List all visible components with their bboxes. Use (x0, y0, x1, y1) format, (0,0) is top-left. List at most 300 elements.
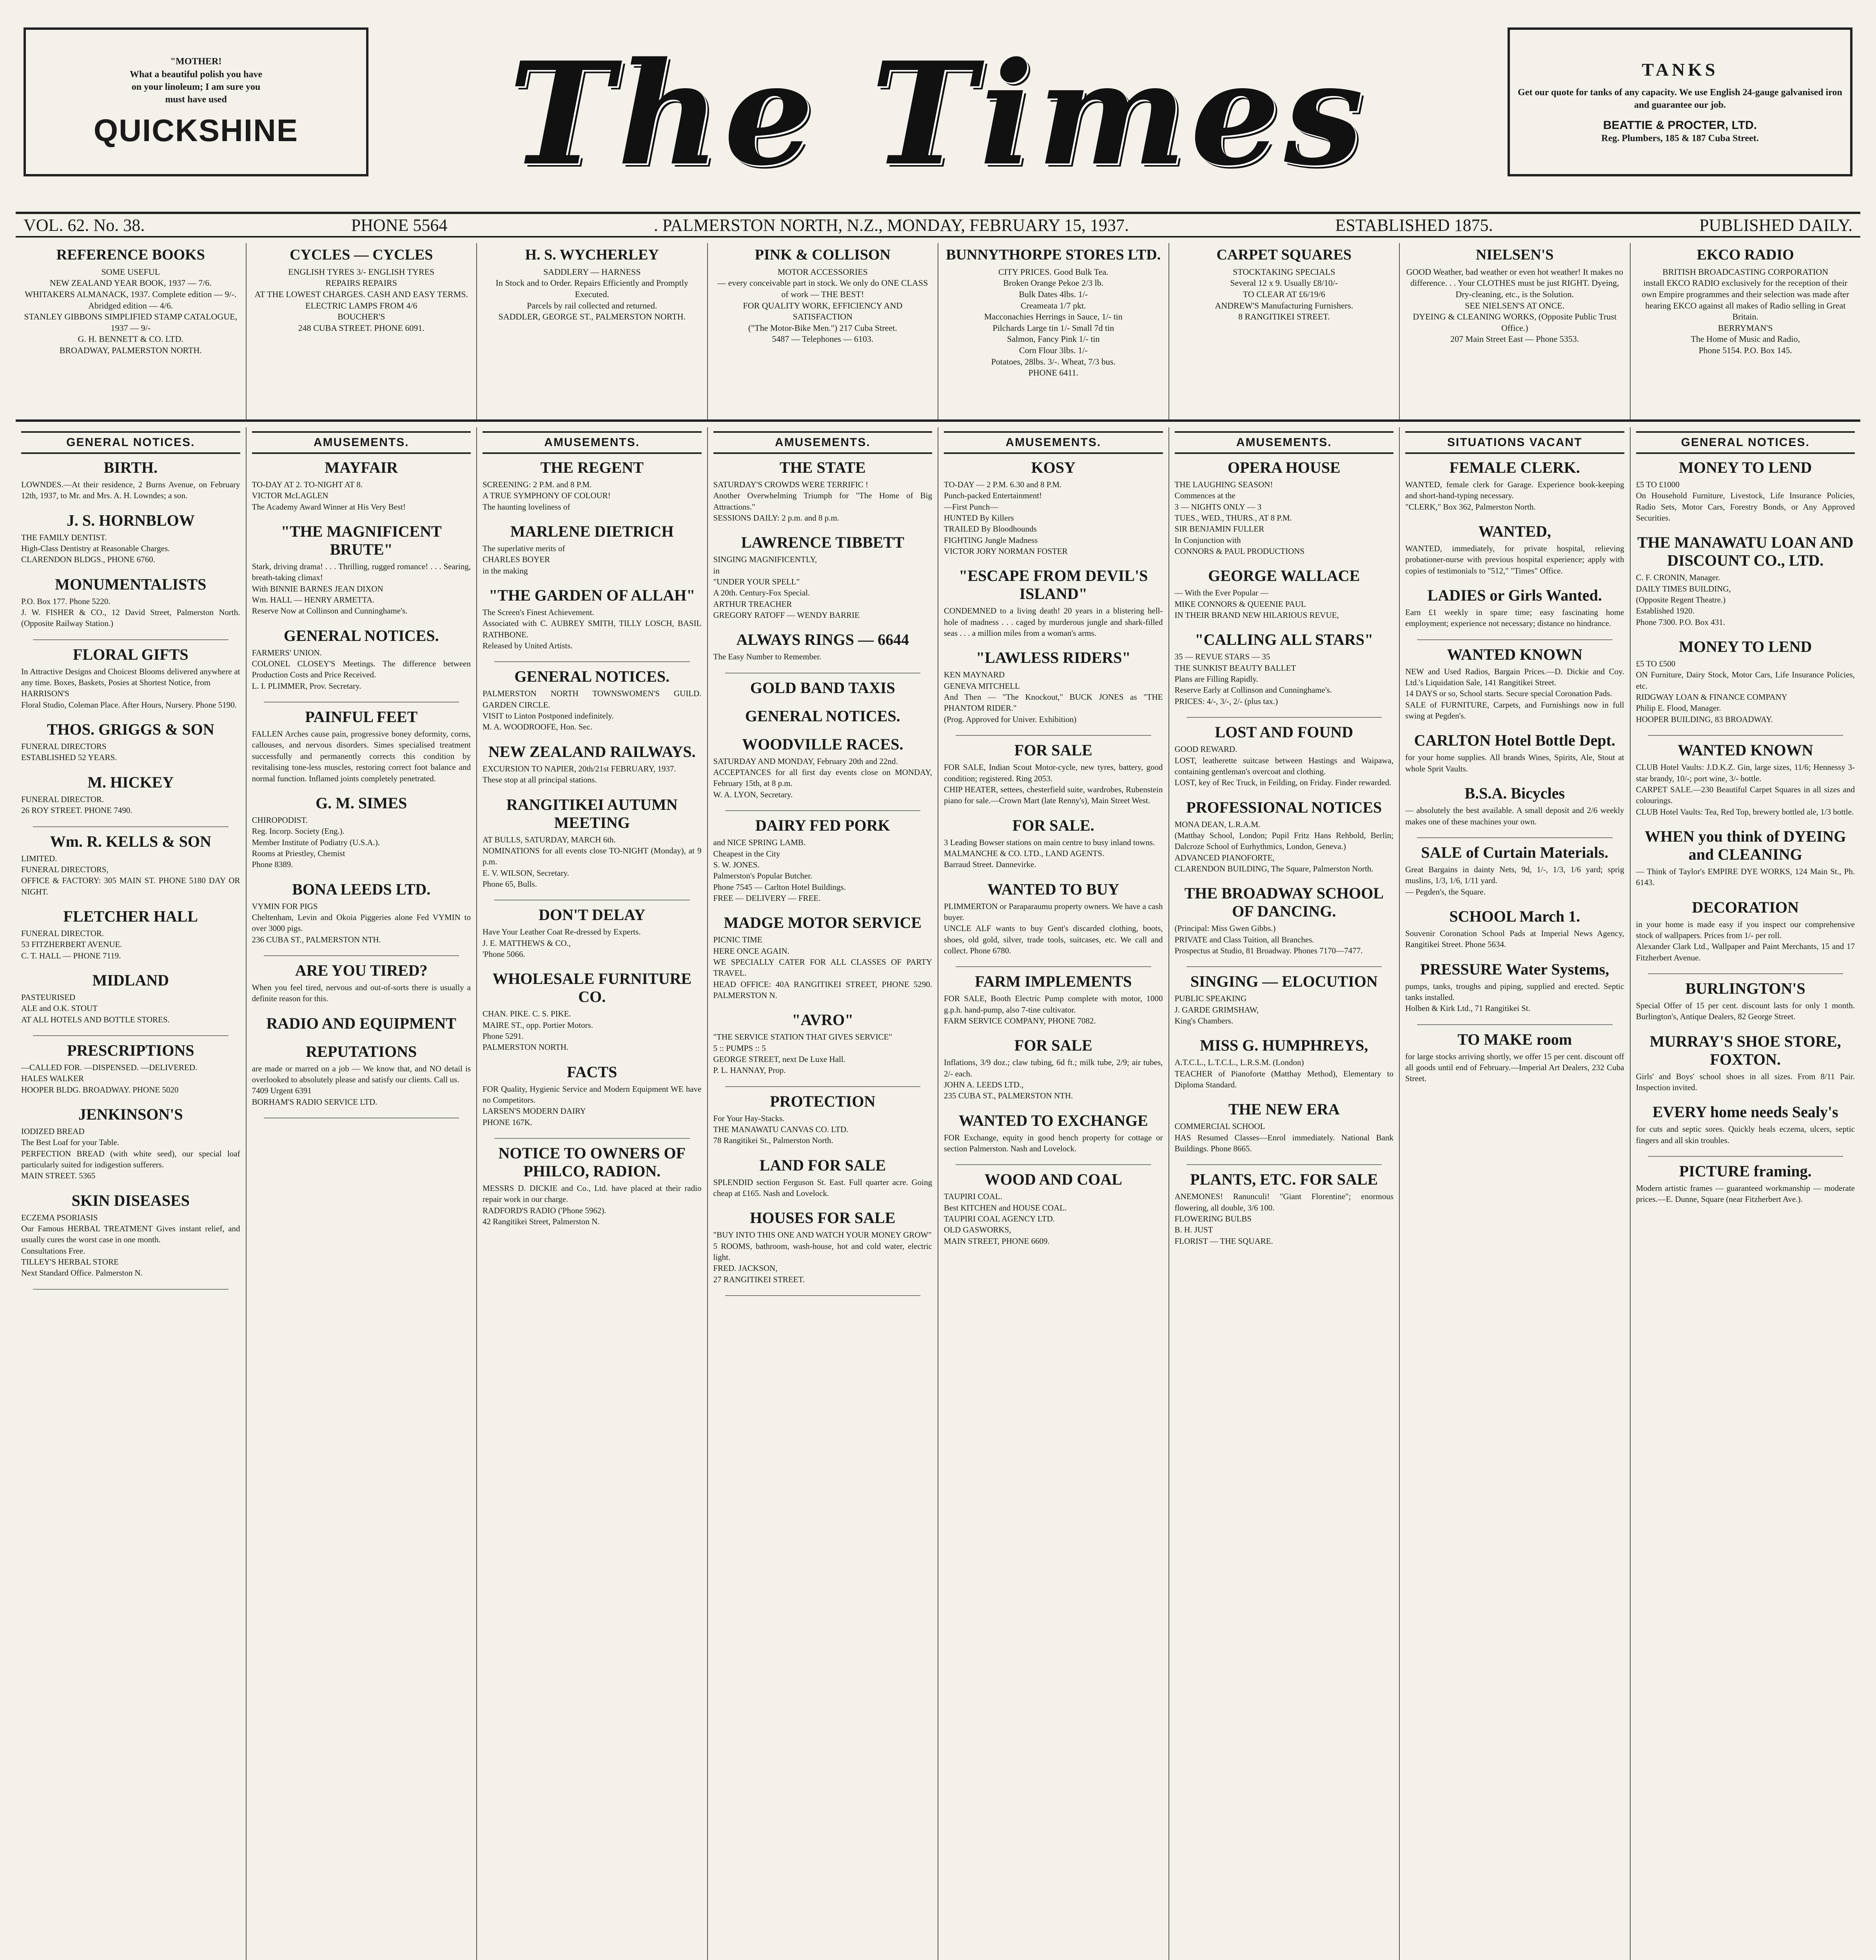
divider-rule (33, 1289, 229, 1290)
notice-item (1405, 1031, 1624, 1084)
notice-heading: PROTECTION (770, 1092, 876, 1110)
notice-item (1636, 741, 1855, 817)
notice-item (252, 459, 471, 512)
notice-heading: EVERY home needs Sealy's (1652, 1103, 1838, 1121)
notice-heading: "AVRO" (792, 1011, 854, 1029)
ear-line: "MOTHER! (170, 56, 222, 67)
column (1631, 427, 1861, 1960)
divider-rule (264, 955, 459, 956)
phone-number: PHONE 5564 (351, 215, 448, 235)
top-ad-body: GOOD Weather, bad weather or even hot weather! It makes no difference. . . Your CLOTHES must be just RIGHT. Dyeing, Dry-cleaning, etc., is the Solution. SEE NIELSEN'S AT ONCE. DYEING & CLEANING WORKS, (Opposite Public Trust Office.) 207 Main Street East — Phone 5353. (1406, 267, 1623, 344)
notice-item (1405, 784, 1624, 827)
top-ad-head: H. S. WYCHERLEY (525, 247, 659, 263)
notice-body: FOR SALE, Indian Scout Motor-cycle, new tyres, battery, good condition; registered. Ring 2053. CHIP HEATER, settees, chesterfield suite, wardrobes, Rubenstein piano for sale.—Crown Mart (late Renny's), Main Street West. (944, 762, 1163, 806)
top-ad (938, 243, 1169, 419)
section-heading: SITUATIONS VACANT (1405, 431, 1624, 454)
notice-body: Modern artistic frames — guaranteed workmanship — moderate prices.—E. Dunne, Square (near Fitzherbert Ave.). (1636, 1183, 1855, 1204)
notice-item (713, 914, 933, 1001)
notice-body: MESSRS D. DICKIE and Co., Ltd. have placed at their radio repair work in our charge. RADFORD'S RADIO ('Phone 5962). 42 Rangitikei Street, Palmerston N. (483, 1183, 702, 1227)
notice-heading: GENERAL NOTICES. (745, 707, 900, 725)
notice-item (483, 668, 702, 732)
notice-item (713, 679, 933, 697)
notice-heading: SKIN DISEASES (71, 1191, 190, 1209)
notice-body: Souvenir Coronation School Pads at Imperial News Agency, Rangitikei Street. Phone 5634. (1405, 928, 1624, 949)
notice-item (1175, 459, 1394, 557)
notice-body: for your home supplies. All brands Wines, Spirits, Ale, Stout at whole Sprit Vaults. (1405, 753, 1624, 773)
divider-rule (956, 1164, 1151, 1165)
notice-body: FUNERAL DIRECTOR. 53 FITZHERBERT AVENUE. C. T. HALL — PHONE 7119. (21, 928, 122, 960)
notice-heading: GENERAL NOTICES. (283, 626, 439, 644)
notice-item (1405, 960, 1624, 1014)
notice-heading: FACTS (567, 1063, 617, 1081)
notice-body: FOR Exchange, equity in good bench property for cottage or section Palmerston. Nash and Lovelock. (944, 1132, 1163, 1154)
notice-heading: PRESCRIPTIONS (67, 1041, 194, 1059)
notice-heading: WANTED KNOWN (1677, 741, 1813, 759)
divider-rule (1417, 639, 1613, 640)
notice-heading: FARM IMPLEMENTS (975, 973, 1132, 991)
notice-heading: WANTED TO EXCHANGE (958, 1111, 1148, 1129)
ear-line: must have used (165, 94, 227, 105)
notice-heading: J. S. HORNBLOW (66, 511, 195, 529)
notice-item (713, 735, 933, 800)
notice-body: SATURDAY AND MONDAY, February 20th and 22nd. ACCEPTANCES for all first day events close on MONDAY, February 15th, at 8 p.m. W. A. LYON, Secretary. (713, 756, 932, 799)
top-ad-head: EKCO RADIO (1696, 247, 1794, 263)
divider-rule (33, 639, 229, 640)
divider-rule (956, 966, 1151, 967)
notice-item (1636, 898, 1855, 963)
notice-item (1175, 631, 1394, 707)
notice-heading: LADIES or Girls Wanted. (1427, 586, 1602, 604)
notice-heading: LOST AND FOUND (1215, 723, 1353, 741)
notice-body: £5 TO £500 ON Furniture, Dairy Stock, Motor Cars, Life Insurance Policies, etc. RIDGWAY LOAN & FINANCE COMPANY Philip E. Flood, Manager. HOOPER BUILDING, 83 BROADWAY. (1636, 659, 1855, 724)
notice-body: EXCURSION TO NAPIER, 20th/21st FEBRUARY, 1937. These stop at all principal stations. (483, 764, 676, 785)
notice-body: Inflations, 3/9 doz.; claw tubing, 6d ft.; milk tube, 2/9; air tubes, 2/- each. JOHN A. LEEDS LTD., 235 CUBA ST., PALMERSTON NTH. (944, 1058, 1163, 1101)
notice-item (483, 906, 702, 960)
notice-item (1405, 646, 1624, 722)
notice-body: — absolutely the best available. A small deposit and 2/6 weekly makes one of these machines your own. (1405, 806, 1624, 826)
notice-body: in your home is made easy if you inspect our comprehensive stock of wallpapers. Prices from 1/- per roll. Alexander Clark Ltd., Wallpaper and Paint Merchants, 15 and 17 Fitzherbert Avenue. (1636, 919, 1855, 962)
notice-heading: FEMALE CLERK. (1449, 459, 1580, 476)
notice-item (483, 743, 702, 786)
notice-body: for large stocks arriving shortly, we offer 15 per cent. discount off all goods until end of February.—Imperial Art Dealers, 232 Cuba Street. (1405, 1051, 1624, 1083)
notice-item (713, 817, 933, 904)
divider-rule (33, 1035, 229, 1036)
ear-brand: QUICKSHINE (93, 113, 299, 148)
notice-item (252, 627, 471, 691)
notice-heading: FOR SALE (1014, 1036, 1092, 1054)
top-ad-head: BUNNYTHORPE STORES LTD. (946, 247, 1161, 263)
notice-heading: DON'T DELAY (539, 906, 646, 924)
notice-item (21, 1042, 240, 1095)
notice-item (1636, 1103, 1855, 1146)
notice-body: for cuts and septic sores. Quickly heals eczema, ulcers, septic fingers and all skin troubles. (1636, 1124, 1855, 1145)
notice-heading: LAND FOR SALE (759, 1156, 886, 1174)
notice-heading: DAIRY FED PORK (755, 817, 890, 835)
notice-body: FALLEN Arches cause pain, progressive boney deformity, corns, callouses, and nervous disorders. Simes specialised treatment successfully and permanently corrects this condition by revitalising tone-less muscles, restoring correct foot balance and normal function. Inflamed joints completely penetrated. (252, 729, 471, 783)
top-ad-head: CYCLES — CYCLES (290, 247, 433, 263)
top-ad-body: ENGLISH TYRES 3/- ENGLISH TYRES REPAIRS REPAIRS AT THE LOWEST CHARGES. CASH AND EASY TERMS. ELECTRIC LAMPS FROM 4/6 BOUCHER'S 248 CUBA STREET. PHONE 6091. (254, 267, 468, 333)
notice-item (1405, 523, 1624, 576)
notice-body: AT BULLS, SATURDAY, MARCH 6th. NOMINATIONS for all events close TO-NIGHT (Monday), at 9 p.m. E. V. WILSON, Secretary. Phone 65, Bulls. (483, 835, 702, 889)
notice-heading: THOS. GRIGGS & SON (47, 720, 214, 739)
top-ad-body: MOTOR ACCESSORIES — every conceivable part in stock. We only do ONE CLASS of work — THE BEST! FOR QUALITY WORK, EFFICIENCY AND SATISFACTION ("The Motor-Bike Men.") 217 Cuba Street. 5487 — Telephones — 6103. (717, 267, 928, 344)
notice-heading: FLORAL GIFTS (73, 645, 189, 663)
top-ad-head: REFERENCE BOOKS (56, 247, 205, 263)
top-ad-body: BRITISH BROADCASTING CORPORATION install EKCO RADIO exclusively for the reception of their own Empire programmes and their selection was made after hearing EKCO against all makes of Radio selling in Great Britain. BERRYMAN'S The Home of Music and Radio, Phone 5154. P.O. Box 145. (1642, 267, 1849, 355)
notice-body: WANTED, female clerk for Garage. Experience book-keeping and short-hand-typing necessary. "CLERK," Box 362, Palmerston North. (1405, 480, 1624, 512)
notice-body: THE LAUGHING SEASON! Commences at the 3 — NIGHTS ONLY — 3 TUES., WED., THURS., AT 8 P.M. SIR BENJAMIN FULLER In Conjunction with CONNORS & PAUL PRODUCTIONS (1174, 480, 1305, 556)
notice-body: A.T.C.L., L.T.C.L., L.R.S.M. (London) TEACHER of Pianoforte (Matthay Method), Elementary to Diploma Standard. (1174, 1058, 1393, 1089)
section-heading: GENERAL NOTICES. (21, 431, 240, 454)
divider-rule (1187, 717, 1382, 718)
notice-body: "BUY INTO THIS ONE AND WATCH YOUR MONEY GROW" 5 ROOMS, bathroom, wash-house, hot and cold water, electric light. FRED. JACKSON, 27 RANGITIKEI STREET. (713, 1230, 932, 1284)
notice-heading: PICTURE framing. (1679, 1162, 1812, 1180)
notice-body: When you feel tired, nervous and out-of-sorts there is usually a definite reason for this. (252, 982, 471, 1004)
notice-heading: CARLTON Hotel Bottle Dept. (1414, 731, 1615, 750)
notice-item (1636, 1033, 1855, 1093)
notice-heading: MIDLAND (92, 971, 169, 989)
notice-item (252, 962, 471, 1004)
notice-item (1175, 1100, 1394, 1154)
notice-body: GOOD REWARD. LOST, leatherette suitcase between Hastings and Waipawa, containing gentleman's overcoat and clothing. LOST, key of Rec Truck, in Feilding, on Friday. Finder rewarded. (1174, 744, 1393, 788)
notice-item (483, 796, 702, 890)
notice-body: VYMIN FOR PIGS Cheltenham, Levin and Okoia Piggeries alone Fed VYMIN to over 3000 pigs. 236 CUBA ST., PALMERSTON NTH. (252, 901, 471, 944)
notice-item (21, 907, 240, 961)
notice-body: (Principal: Miss Gwen Gibbs.) PRIVATE and Class Tuition, all Branches. Prospectus at Studio, 81 Broadway. Phones 7170—7477. (1174, 924, 1363, 955)
top-ad-body: STOCKTAKING SPECIALS Several 12 x 9. Usually £8/10/- TO CLEAR AT £6/19/6 ANDREW'S Manufacturing Furnishers. 8 RANGITIKEI STREET. (1215, 267, 1353, 322)
notice-body: CONDEMNED to a living death! 20 years in a blistering hell-hole of madness . . . caged by murderous jungle and shark-filled seas . . . a million miles from a woman's arms. (944, 606, 1163, 638)
top-ad-head: PINK & COLLISON (755, 247, 891, 263)
notice-heading: WANTED, (1478, 523, 1551, 541)
notice-body: SATURDAY'S CROWDS WERE TERRIFIC ! Another Overwhelming Triumph for "The Home of Big Attractions." SESSIONS DAILY: 2 p.m. and 8 p.m. (713, 480, 932, 523)
notice-heading: MISS G. HUMPHREYS, (1200, 1036, 1368, 1054)
notice-item (713, 459, 933, 523)
notice-item (1405, 586, 1624, 629)
notice-body: Have Your Leather Coat Re-dressed by Experts. J. E. MATTHEWS & CO., 'Phone 5066. (483, 927, 641, 959)
notice-heading: WHEN you think of DYEING and CLEANING (1645, 827, 1846, 863)
place-date: . PALMERSTON NORTH, N.Z., MONDAY, FEBRUARY 15, 1937. (653, 215, 1129, 235)
notice-body: LOWNDES.—At their residence, 2 Burns Avenue, on February 12th, 1937, to Mr. and Mrs. A. H. Lowndes; a son. (21, 480, 240, 501)
top-ad (477, 243, 708, 419)
notice-body: Earn £1 weekly in spare time; easy fascinating home employment; experience not necessary; distance no hindrance. (1405, 608, 1624, 628)
notice-heading: TO MAKE room (1457, 1030, 1572, 1048)
notice-item (1175, 1036, 1394, 1090)
ear-line: on your linoleum; I am sure you (131, 82, 261, 92)
notice-body: The Easy Number to Remember. (713, 652, 822, 662)
notice-item (944, 880, 1163, 956)
notice-body: TAUPIRI COAL. Best KITCHEN and HOUSE COAL. TAUPIRI COAL AGENCY LTD. OLD GASWORKS, MAIN STREET, PHONE 6609. (944, 1192, 1067, 1246)
notice-item (252, 1043, 471, 1107)
notice-item (21, 1105, 240, 1181)
notice-heading: WHOLESALE FURNITURE CO. (492, 970, 692, 1006)
notice-body: The Screen's Finest Achievement. Associated with C. AUBREY SMITH, TILLY LOSCH, BASIL RATHBONE. Released by United Artists. (483, 608, 702, 651)
top-ad (1631, 243, 1861, 419)
divider-rule (725, 1086, 921, 1087)
ear-title: TANKS (1642, 59, 1718, 80)
column (938, 427, 1169, 1960)
notice-body: PUBLIC SPEAKING J. GARDE GRIMSHAW, King's Chambers. (1174, 994, 1259, 1025)
divider-rule (1187, 966, 1382, 967)
ear-body: Get our quote for tanks of any capacity. We use English 24-gauge galvanised iron and guarantee our job. (1518, 87, 1842, 111)
notice-heading: RADIO AND EQUIPMENT (266, 1014, 456, 1032)
section-heading: GENERAL NOTICES. (1636, 431, 1855, 454)
notice-heading: G. M. SIMES (316, 794, 407, 812)
notice-heading: BONA LEEDS LTD. (292, 880, 431, 898)
notice-heading: THE REGENT (540, 459, 644, 476)
divider-rule (494, 1138, 690, 1139)
dateline (16, 212, 1860, 238)
notice-item (1636, 638, 1855, 725)
notice-body: C. F. CRONIN, Manager. DAILY TIMES BUILDING, (Opposite Regent Theatre.) Established 1920. Phone 7300. P.O. Box 431. (1636, 573, 1731, 627)
notice-item (713, 1011, 933, 1076)
notice-body: WANTED, immediately, for private hospital, relieving probationer-nurse with previous hospital experience; apply with copies of testimonials to "512," "Times" Office. (1405, 544, 1624, 575)
notice-heading: SCHOOL March 1. (1449, 907, 1580, 925)
notice-heading: BIRTH. (103, 459, 158, 476)
notice-body: PICNIC TIME HERE ONCE AGAIN. WE SPECIALLY CATER FOR ALL CLASSES OF PARTY TRAVEL. HEAD OFFICE: 40A RANGITIKEI STREET, PHONE 5290. PALMERSTON N. (713, 935, 932, 1000)
notice-heading: GEORGE WALLACE (1208, 567, 1360, 585)
divider-rule (1187, 1164, 1382, 1165)
notice-heading: PLANTS, ETC. FOR SALE (1190, 1171, 1378, 1189)
column (16, 427, 247, 1960)
notice-heading: FOR SALE (1014, 741, 1092, 759)
column (477, 427, 708, 1960)
notice-item (944, 817, 1163, 870)
notice-heading: GOLD BAND TAXIS (750, 679, 895, 697)
divider-rule (1648, 973, 1843, 974)
notice-body: Girls' and Boys' school shoes in all sizes. From 8/11 Pair. Inspection invited. (1636, 1071, 1855, 1092)
notice-body: NEW and Used Radios, Bargain Prices.—D. Dickie and Coy. Ltd.'s Liquidation Sale, 141 Rangitikei Street. 14 DAYS or so, School starts. Secure special Coronation Pads. SALE of FURNITURE, Carpets, and Furnishings now in full swing at Pegden's. (1405, 666, 1624, 721)
ear-line: What a beautiful polish you have (129, 69, 263, 80)
notice-heading: REPUTATIONS (306, 1042, 417, 1060)
notice-heading: GENERAL NOTICES. (514, 668, 670, 686)
section-heading: AMUSEMENTS. (483, 431, 702, 454)
notice-item (1175, 973, 1394, 1026)
notice-item (1175, 884, 1394, 956)
column (1169, 427, 1400, 1960)
notice-heading: MARLENE DIETRICH (510, 523, 674, 541)
notice-heading: PROFESSIONAL NOTICES (1186, 798, 1382, 816)
notice-item (252, 1014, 471, 1033)
notice-heading: THE BROADWAY SCHOOL OF DANCING. (1184, 884, 1384, 920)
divider-rule (494, 661, 690, 662)
ear-address: Reg. Plumbers, 185 & 187 Cuba Street. (1601, 133, 1759, 143)
notice-heading: PAINFUL FEET (305, 708, 418, 726)
notice-heading: HOUSES FOR SALE (750, 1209, 896, 1227)
notice-heading: NOTICE TO OWNERS OF PHILCO, RADION. (498, 1144, 686, 1180)
notice-item (1636, 980, 1855, 1022)
notice-heading: THE NEW ERA (1228, 1100, 1340, 1118)
notice-body: SINGING MAGNIFICENTLY, in "UNDER YOUR SPELL" A 20th. Century-Fox Special. ARTHUR TREACHER GREGORY RATOFF — WENDY BARRIE (713, 555, 860, 620)
notice-body: ECZEMA PSORIASIS Our Famous HERBAL TREATMENT Gives instant relief, and usually cures the worst case in one month. Consultations Free. TILLEY'S HERBAL STORE Next Standard Office. Palmerston N. (21, 1212, 240, 1278)
top-ad-head: CARPET SQUARES (1216, 247, 1352, 263)
notice-body: MONA DEAN, L.R.A.M. (Matthay School, London; Pupil Fritz Hans Rehbold, Berlin; Dalcroze School of Eurhythmics, London, Geneva.) ADVANCED PIANOFORTE, CLARENDON BUILDING, The Square, Palmerston North. (1174, 819, 1393, 873)
ear-firm: BEATTIE & PROCTER, LTD. (1603, 118, 1757, 132)
top-ad-body: CITY PRICES. Good Bulk Tea. Broken Orange Pekoe 2/3 lb. Bulk Dates 4lbs. 1/- Creameata 1/7 pkt. Macconachies Herrings in Sauce, 1/- tin Pilchards Large tin 1/- Small 7d tin Salmon, Fancy Pink 1/- tin Corn Flour 3lbs. 1/- Potatoes, 28lbs. 3/-. Wheat, 7/3 bus. PHONE 6411. (984, 267, 1123, 378)
notice-heading: SALE of Curtain Materials. (1421, 843, 1609, 861)
notice-item (1636, 828, 1855, 888)
notice-item (21, 833, 240, 897)
notice-body: 35 — REVUE STARS — 35 THE SUNKIST BEAUTY BALLET Plans are Filling Rapidly. Reserve Early at Collinson and Cunninghame's. PRICES: 4/-, 3/-, 2/- (plus tax.) (1174, 652, 1332, 706)
notice-item (21, 459, 240, 501)
classified-columns (16, 427, 1860, 1960)
masthead-title: The Times (508, 31, 1368, 197)
notice-heading: SINGING — ELOCUTION (1190, 973, 1378, 991)
notice-body: pumps, tanks, troughs and piping, supplied and erected. Septic tanks installed. Holben & Kirk Ltd., 71 Rangitikei St. (1405, 981, 1624, 1013)
notice-item (252, 880, 471, 945)
section-heading: AMUSEMENTS. (1175, 431, 1394, 454)
notice-body: — With the Ever Popular — MIKE CONNORS & QUEENIE PAUL IN THEIR BRAND NEW HILARIOUS REVUE, (1174, 588, 1339, 620)
notice-heading: "THE MAGNIFICENT BRUTE" (281, 523, 442, 559)
notice-body: FARMERS' UNION. COLONEL CLOSEY'S Meetings. The difference between Production Costs and Price Received. L. I. PLIMMER, Prov. Secretary. (252, 648, 471, 691)
notice-heading: Wm. R. KELLS & SON (50, 832, 211, 850)
notice-item (713, 1209, 933, 1285)
notice-item (21, 512, 240, 565)
notice-body: LIMITED. FUNERAL DIRECTORS, OFFICE & FACTORY: 305 MAIN ST. PHONE 5180 DAY OR NIGHT. (21, 853, 240, 897)
notice-body: COMMERCIAL SCHOOL HAS Resumed Classes—Enrol immediately. National Bank Buildings. Phone 8665. (1174, 1122, 1393, 1154)
notice-item (483, 970, 702, 1053)
notice-item (21, 646, 240, 710)
notice-item (713, 707, 933, 725)
notice-body: Special Offer of 15 per cent. discount lasts for only 1 month. Burlington's, Antique Dealers, 82 George Street. (1636, 1000, 1855, 1022)
notice-body: PASTEURISED ALE and O.K. STOUT AT ALL HOTELS AND BOTTLE STORES. (21, 992, 170, 1024)
notice-item (483, 1144, 702, 1227)
section-heading: AMUSEMENTS. (944, 431, 1163, 454)
notice-heading: MONUMENTALISTS (55, 575, 207, 593)
notice-item (483, 459, 702, 512)
notice-item (483, 1063, 702, 1128)
notice-heading: WANTED TO BUY (987, 880, 1119, 898)
volume-number: VOL. 62. No. 38. (24, 215, 145, 235)
top-ad-body: SADDLERY — HARNESS In Stock and to Order. Repairs Efficiently and Promptly Executed. Parcels by rail collected and returned. SADDLER, GEORGE ST., PALMERSTON NORTH. (495, 267, 688, 322)
notice-heading: FOR SALE. (1012, 816, 1094, 834)
notice-item (1175, 723, 1394, 788)
notice-heading: NEW ZEALAND RAILWAYS. (488, 742, 696, 760)
notice-body: — Think of Taylor's EMPIRE DYE WORKS, 124 Main St., Ph. 6143. (1636, 866, 1855, 887)
notice-item (483, 523, 702, 576)
notice-item (944, 741, 1163, 806)
notice-item (944, 649, 1163, 725)
divider-rule (1417, 1024, 1613, 1025)
notice-body: For Your Hay-Stacks. THE MANAWATU CANVAS CO. LTD. 78 Rangitikei St., Palmerston North. (713, 1113, 849, 1145)
notice-body: FUNERAL DIRECTOR. 26 ROY STREET. PHONE 7490. (21, 794, 132, 815)
notice-body: SPLENDID section Ferguson St. East. Full quarter acre. Going cheap at £165. Nash and Lovelock. (713, 1177, 932, 1198)
notice-body: and NICE SPRING LAMB. Cheapest in the City S. W. JONES. Palmerston's Popular Butcher. Phone 7545 — Carlton Hotel Buildings. FREE — DELIVERY — FREE. (713, 838, 846, 903)
divider-rule (1648, 735, 1843, 736)
notice-item (1405, 459, 1624, 512)
notice-body: FOR SALE, Booth Electric Pump complete with motor, 1000 g.p.h. hand-pump, also 7-tine cultivator. FARM SERVICE COMPANY, PHONE 7082. (944, 994, 1163, 1025)
published: PUBLISHED DAILY. (1699, 215, 1852, 235)
notice-item (21, 971, 240, 1025)
notice-heading: M. HICKEY (87, 773, 174, 791)
notice-heading: FLETCHER HALL (63, 907, 198, 925)
notice-item (252, 794, 471, 870)
top-ad (1169, 243, 1400, 419)
notice-heading: OPERA HOUSE (1227, 459, 1341, 476)
notice-body: PLIMMERTON or Paraparaumu property owners. We have a cash buyer. UNCLE ALF wants to buy Gent's discarded clothing, boots, shoes, old gold, silver, trade tools, suitcases, etc. We call and collect. Phone 6780. (944, 901, 1163, 955)
notice-heading: MAYFAIR (325, 459, 398, 476)
divider-rule (725, 810, 921, 811)
notice-heading: B.S.A. Bicycles (1464, 784, 1565, 802)
notice-body: 3 Leading Bowser stations on main centre to busy inland towns. MALMANCHE & CO. LTD., LAND AGENTS. Barraud Street. Dannevirke. (944, 837, 1155, 869)
established: ESTABLISHED 1875. (1335, 215, 1493, 235)
notice-body: "THE SERVICE STATION THAT GIVES SERVICE" 5 :: PUMPS :: 5 GEORGE STREET, next De Luxe Hall. P. L. HANNAY, Prop. (713, 1032, 892, 1075)
notice-body: PALMERSTON NORTH TOWNSWOMEN'S GUILD. GARDEN CIRCLE. VISIT to Linton Postponed indefinitely. M. A. WOODROOFE, Hon. Sec. (483, 689, 702, 732)
section-heading: AMUSEMENTS. (252, 431, 471, 454)
notice-body: SCREENING: 2 P.M. and 8 P.M. A TRUE SYMPHONY OF COLOUR! The haunting loveliness of (483, 480, 611, 512)
notice-body: THE FAMILY DENTIST. High-Class Dentistry at Reasonable Charges. CLARENDON BLDGS., PHONE 6760. (21, 532, 170, 564)
notice-item (944, 1171, 1163, 1247)
notice-item (713, 1093, 933, 1146)
notice-heading: JENKINSON'S (78, 1105, 183, 1123)
notice-item (1636, 459, 1855, 523)
notice-heading: ARE YOU TIRED? (295, 961, 428, 979)
notice-item (944, 973, 1163, 1026)
notice-item (1405, 844, 1624, 897)
notice-heading: KOSY (1031, 459, 1076, 476)
notice-heading: PRESSURE Water Systems, (1420, 960, 1609, 978)
notice-item (1636, 534, 1855, 628)
notice-heading: "ESCAPE FROM DEVIL'S ISLAND" (959, 567, 1148, 603)
notice-item (21, 1192, 240, 1279)
notice-body: —CALLED FOR. —DISPENSED. —DELIVERED. HALES WALKER HOOPER BLDG. BROADWAY. PHONE 5020 (21, 1062, 198, 1094)
notice-heading: MADGE MOTOR SERVICE (724, 914, 922, 932)
notice-heading: RANGITIKEI AUTUMN MEETING (506, 795, 678, 831)
notice-item (1405, 907, 1624, 950)
notice-body: CHAN. PIKE. C. S. PIKE. MAIRE ST., opp. Portier Motors. Phone 5291. PALMERSTON NORTH. (483, 1009, 593, 1052)
notice-body: ANEMONES! Ranunculi! "Giant Florentine"; enormous flowering, all double, 3/6 100. FLOWERING BULBS B. H. JUST FLORIST — THE SQUARE. (1174, 1192, 1393, 1246)
notice-heading: THE MANAWATU LOAN AND DISCOUNT CO., LTD. (1637, 534, 1854, 570)
notice-item (1175, 799, 1394, 875)
notice-heading: "LAWLESS RIDERS" (976, 649, 1131, 667)
divider-rule (956, 735, 1151, 736)
top-ad (708, 243, 939, 419)
notice-heading: MONEY TO LEND (1679, 459, 1812, 476)
notice-item (1175, 567, 1394, 621)
notice-body: IODIZED BREAD The Best Loaf for your Table. PERFECTION BREAD (with white seed), our special loaf particularly suited for indigestion sufferers. MAIN STREET. 5365 (21, 1126, 240, 1181)
notice-body: KEN MAYNARD GENEVA MITCHELL And Then — "The Knockout," BUCK JONES as "THE PHANTOM RIDER." (Prog. Approved for Univer. Exhibition) (944, 670, 1163, 724)
notice-body: P.O. Box 177. Phone 5220. J. W. FISHER & CO., 12 David Street, Palmerston North. (Opposite Railway Station.) (21, 596, 240, 628)
notice-body: In Attractive Designs and Choicest Blooms delivered anywhere at any time. Boxes, Baskets, Posies at Shortest Notice, from HARRISON'S Floral Studio, Coleman Place. After Hours, Nursery. Phone 5190. (21, 666, 240, 710)
notice-item (944, 567, 1163, 639)
notice-item (252, 708, 471, 784)
top-ad (247, 243, 477, 419)
column (708, 427, 939, 1960)
notice-item (713, 631, 933, 662)
notice-body: are made or marred on a job — We know that, and NO detail is overlooked to absolutely please and satisfy our clients. Call us. 7409 Urgent 6391 BORHAM'S RADIO SERVICE LTD. (252, 1063, 471, 1107)
notice-heading: MONEY TO LEND (1679, 638, 1812, 656)
notice-item (1636, 1162, 1855, 1205)
notice-item (21, 773, 240, 816)
notice-body: CHIROPODIST. Reg. Incorp. Society (Eng.). Member Institute of Podiatry (U.S.A.). Rooms at Priestley, Chemist Phone 8389. (252, 815, 380, 869)
notice-item (483, 586, 702, 651)
notice-body: TO-DAY AT 2. TO-NIGHT AT 8. VICTOR McLAGLEN The Academy Award Winner at His Very Best! (252, 480, 406, 512)
notice-body: £5 TO £1000 On Household Furniture, Livestock, Life Insurance Policies, Radio Sets, Motor Cars, Forestry Bonds, or Any Approved Securities. (1636, 480, 1855, 523)
notice-item (252, 523, 471, 617)
notice-heading: WANTED KNOWN (1447, 645, 1583, 663)
divider-rule (1648, 1156, 1843, 1157)
notice-heading: BURLINGTON'S (1685, 979, 1805, 997)
section-heading: AMUSEMENTS. (713, 431, 933, 454)
column (247, 427, 477, 1960)
divider-rule (725, 1295, 921, 1296)
notice-item (944, 1112, 1163, 1154)
notice-body: Great Bargains in dainty Nets, 9d, 1/-, 1/3, 1/6 yard; sprig muslins, 1/3, 1/6, 1/11 yard. — Pegden's, the Square. (1405, 864, 1624, 897)
column (1400, 427, 1631, 1960)
divider-rule (1417, 837, 1613, 838)
top-ad-body: SOME USEFUL NEW ZEALAND YEAR BOOK, 1937 — 7/6. WHITAKERS ALMANACK, 1937. Complete edition — 9/-. Abridged edition — 4/6. STANLEY GIBBONS SIMPLIFIED STAMP CATALOGUE, 1937 — 9/- G. H. BENNETT & CO. LTD. BROADWAY, PALMERSTON NORTH. (24, 267, 238, 355)
notice-heading: THE STATE (779, 459, 866, 476)
top-ad (16, 243, 247, 419)
